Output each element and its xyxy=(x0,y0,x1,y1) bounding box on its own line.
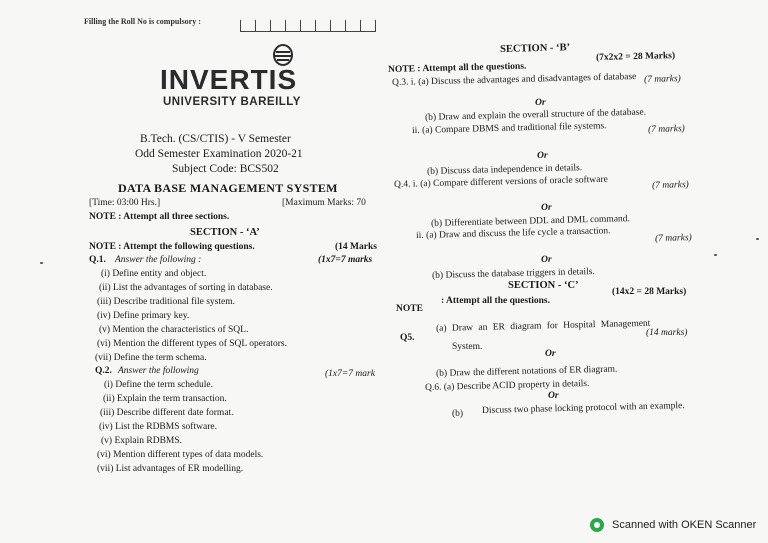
subject-name: DATA BASE MANAGEMENT SYSTEM xyxy=(118,181,338,195)
scan-speck xyxy=(714,254,717,256)
scanner-watermark xyxy=(590,518,756,532)
logo-subtitle: UNIVERSITY BAREILLY xyxy=(163,96,301,108)
scan-speck xyxy=(40,262,43,264)
exam-note: NOTE : Attempt all three sections. xyxy=(89,212,230,222)
q3-ii-a: ii. (a) Compare DBMS and traditional file systems. xyxy=(411,121,607,136)
section-c-marks: (14x2 = 28 Marks) xyxy=(612,287,687,297)
q2-item: (vii) List advantages of ER modelling. xyxy=(97,464,244,474)
q4-i-b: (b) Differentiate between DDL and DML command. xyxy=(430,214,630,229)
q3-i-a-marks: (7 marks) xyxy=(643,74,681,85)
scanner-logo-icon xyxy=(590,518,604,532)
q1-item: (ii) List the advantages of sorting in database. xyxy=(99,283,273,293)
q1-item: (v) Mention the characteristics of SQL. xyxy=(99,325,249,335)
q5-a: (a) Draw an ER diagram for Hospital Management xyxy=(435,318,651,334)
section-b-marks: (7x2x2 = 28 Marks) xyxy=(595,51,676,63)
q4-ii-a-marks: (7 marks) xyxy=(654,233,692,244)
q2-item: (iv) List the RDBMS software. xyxy=(99,422,217,432)
q2-item: (v) Explain RDBMS. xyxy=(101,436,183,446)
scan-speck xyxy=(756,238,759,240)
max-marks: [Maximum Marks: 70 xyxy=(282,198,366,208)
q5-label: Q5. xyxy=(400,333,415,343)
course-title: B.Tech. (CS/CTIS) - V Semester xyxy=(140,133,291,145)
scanner-watermark-text: Scanned with OKEN Scanner xyxy=(612,519,757,531)
q1-label: Q.1. xyxy=(89,255,106,265)
subject-code: Subject Code: BCS502 xyxy=(172,163,279,175)
q4-i-a-marks: (7 marks) xyxy=(651,180,689,191)
q1-item: (vii) Define the term schema. xyxy=(95,353,207,363)
exam-time: [Time: 03:00 Hrs.] xyxy=(89,198,161,208)
exam-session: Odd Semester Examination 2020-21 xyxy=(135,148,303,160)
q5-b: (b) Draw the different notations of ER diagram. xyxy=(435,364,618,379)
section-c-note: : Attempt all the questions. xyxy=(441,296,550,306)
q6-b: Discuss two phase locking protocol with an example. xyxy=(481,401,685,416)
q6-b-label: (b) xyxy=(452,409,464,419)
q3-ii-a-marks: (7 marks) xyxy=(647,124,685,135)
q4-ii-a: ii. (a) Draw and discuss the life cycle a transaction. xyxy=(415,226,611,241)
q3-ii-b: (b) Discuss data independence in details. xyxy=(426,163,583,177)
section-c-heading: SECTION - ‘C’ xyxy=(508,280,579,291)
q2-item: (ii) Explain the term transaction. xyxy=(103,394,227,404)
q1-marks: (1x7=7 marks xyxy=(318,255,373,265)
roll-number-label: Filling the Roll No is compulsory : xyxy=(84,17,201,26)
q4-i-a: Q.4. i. (a) Compare different versions of oracle software xyxy=(393,174,608,190)
q1-item: (vi) Mention the different types of SQL operators. xyxy=(97,339,287,349)
section-b-note: NOTE : Attempt all the questions. xyxy=(387,61,527,75)
q5-marks: (14 marks) xyxy=(646,328,688,338)
q2-label: Q.2. xyxy=(95,366,112,376)
q2-item: (vi) Mention different types of data models. xyxy=(97,450,264,460)
q2-item: (i) Define the term schedule. xyxy=(104,380,213,390)
or-divider: Or xyxy=(545,349,556,359)
logo-wordmark: INVERTIS xyxy=(160,64,298,95)
q1-item: (i) Define entity and object. xyxy=(101,269,207,279)
section-a-marks: (14 Marks xyxy=(335,242,377,252)
section-a-note: NOTE : Attempt the following questions. xyxy=(89,242,255,252)
or-divider: Or xyxy=(540,254,552,265)
q1-intro: Answer the following : xyxy=(115,255,202,265)
or-divider: Or xyxy=(534,97,546,108)
q4-ii-b: (b) Discuss the database triggers in details. xyxy=(431,267,595,281)
or-divider: Or xyxy=(548,391,559,401)
roll-number-boxes xyxy=(240,20,376,32)
q2-intro: Answer the following xyxy=(118,366,199,376)
q2-marks: (1x7=7 mark xyxy=(325,369,375,379)
section-a-heading: SECTION - ‘A’ xyxy=(190,227,260,238)
q1-item: (iii) Describe traditional file system. xyxy=(97,297,235,307)
q3-i-a: Q.3. i. (a) Discuss the advantages and disadvantages of database xyxy=(391,72,637,88)
q6-a: Q.6. (a) Describe ACID property in details. xyxy=(424,378,590,393)
section-b-heading: SECTION - ‘B’ xyxy=(499,42,571,55)
section-c-note-label: NOTE xyxy=(396,304,423,314)
q3-i-b: (b) Draw and explain the overall structure of the database. xyxy=(424,107,647,123)
q1-item: (iv) Define primary key. xyxy=(97,311,190,321)
or-divider: Or xyxy=(536,150,548,161)
q5-a-cont: System. xyxy=(452,342,483,352)
or-divider: Or xyxy=(540,202,552,213)
university-logo-icon xyxy=(270,44,296,66)
q2-item: (iii) Describe different date format. xyxy=(100,408,234,418)
